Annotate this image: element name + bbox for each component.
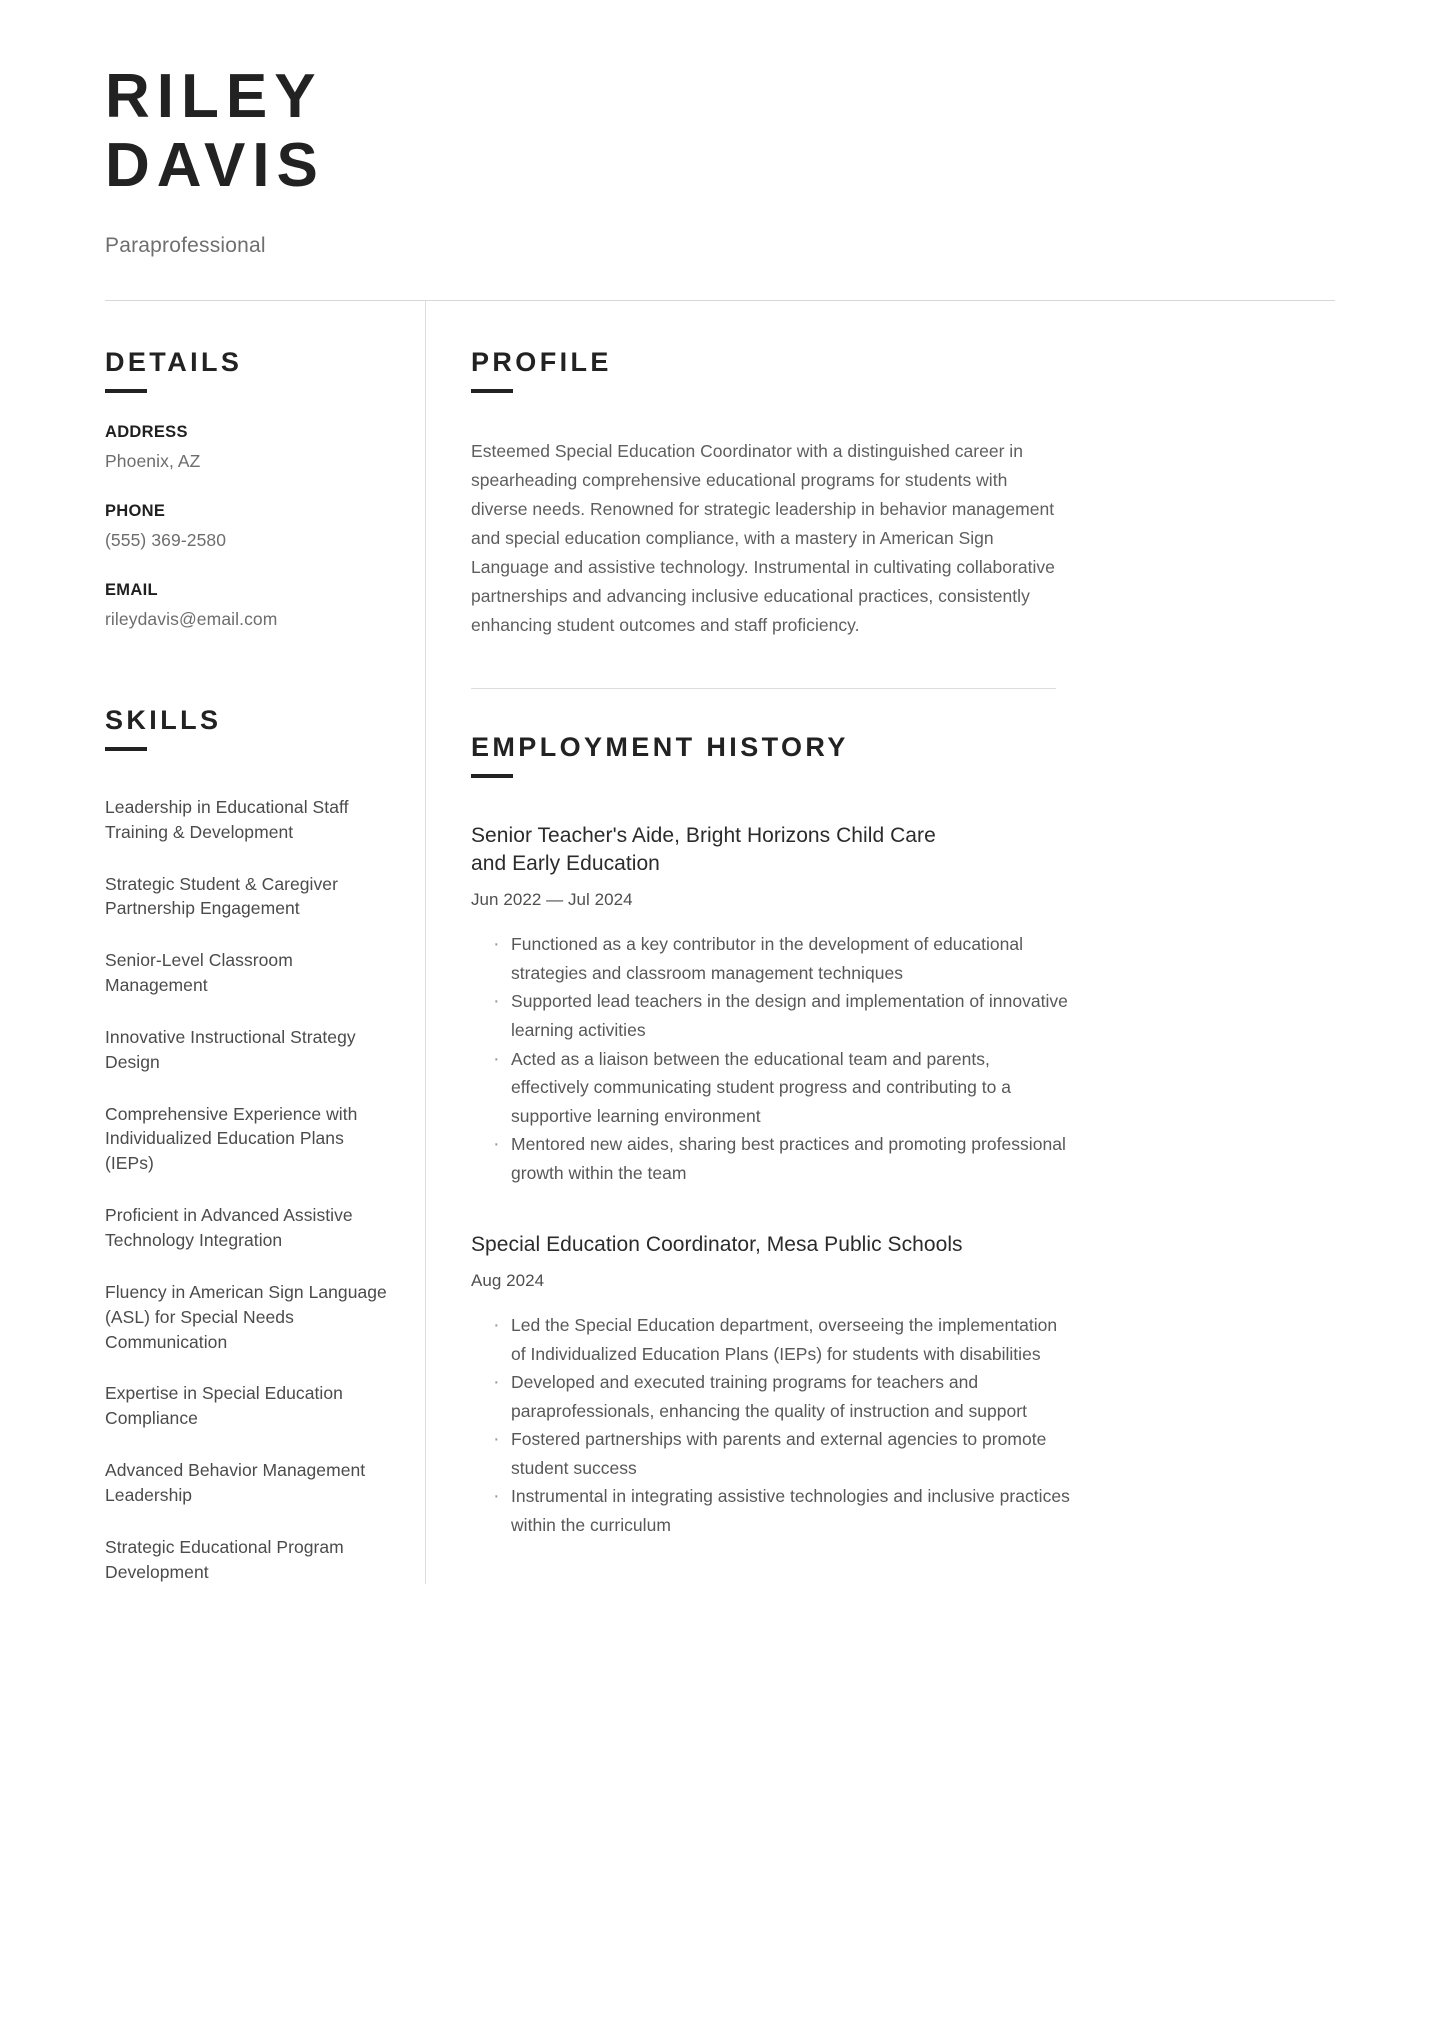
skills-heading-underline: [105, 747, 147, 751]
profile-text: Esteemed Special Education Coordinator with a distinguished career in spearheading comprehensive educational programs for students with diverse needs. Renowned for strategic leadership in behavior management and special education compliance, with a mastery in American Sign Language and assistive technology. Instrumental in cultivating collaborative partnerships and advancing inclusive educational practices, consistently enhancing student outcomes and staff proficiency.: [471, 440, 1055, 636]
detail-value: rileydavis@email.com: [105, 608, 278, 629]
skill-item: Fluency in American Sign Language (ASL) for Special Needs Communication: [105, 1281, 387, 1352]
skill-item: Proficient in Advanced Assistive Technology Integration: [105, 1205, 353, 1250]
profile-heading-underline: [471, 389, 513, 393]
employment-heading-underline: [471, 774, 513, 778]
candidate-last-name: DAVIS: [105, 131, 325, 201]
job-bullet: · Instrumental in integrating assistive technologies and inclusive practices within the curriculum: [471, 1482, 1071, 1539]
detail-label: ADDRESS: [105, 422, 188, 441]
employment-section: [471, 734, 1335, 1539]
profile-heading: PROFILE: [471, 346, 612, 377]
detail-label: PHONE: [105, 501, 166, 520]
detail-value: (555) 369-2580: [105, 529, 227, 550]
resume-columns: [105, 301, 1335, 1585]
job-dates: Aug 2024: [471, 1271, 545, 1291]
job-bullet: · Functioned as a key contributor in the development of educational strategies and classroom management techniques: [471, 930, 1071, 987]
skills-section: [105, 704, 395, 1585]
job-bullet-list: [471, 930, 1071, 1187]
skill-item: Innovative Instructional Strategy Design: [105, 1026, 356, 1072]
profile-section: [471, 346, 1335, 640]
employment-heading: EMPLOYMENT HISTORY: [471, 732, 849, 763]
skill-item: Strategic Student & Caregiver Partnership Engagement: [105, 873, 338, 919]
job-title: Senior Teacher's Aide, Bright Horizons Child Care and Early Education: [471, 824, 936, 876]
job-bullet: · Acted as a liaison between the educational team and parents, effectively communicating student progress and contributing to a supportive learning environment: [471, 1045, 1071, 1131]
skills-heading: SKILLS: [105, 704, 222, 735]
candidate-job-title: Paraprofessional: [105, 233, 266, 257]
skill-item: Senior-Level Classroom Management: [105, 950, 293, 996]
detail-item-address: [105, 423, 395, 472]
job-bullet: · Developed and executed training programs for teachers and paraprofessionals, enhancing the quality of instruction and support: [471, 1368, 1071, 1425]
candidate-first-name: RILEY: [105, 62, 323, 131]
left-column: [105, 301, 425, 1585]
detail-label: EMAIL: [105, 580, 158, 599]
job-dates: Jun 2022 — Jul 2024: [471, 890, 633, 910]
detail-value: Phoenix, AZ: [105, 450, 201, 471]
resume-header: [105, 0, 1335, 258]
skill-item: Strategic Educational Program Development: [105, 1536, 344, 1582]
job-bullet-list: [471, 1311, 1071, 1539]
skill-item: Comprehensive Experience with Individualized Education Plans (IEPs): [105, 1103, 358, 1174]
job-bullet: · Led the Special Education department, overseeing the implementation of Individualized Education Plans (IEPs) for students with disabilities: [471, 1311, 1071, 1368]
detail-item-email: [105, 581, 395, 630]
profile-employment-divider: [471, 688, 1056, 689]
job-entry: [471, 1231, 1335, 1539]
job-bullet: · Supported lead teachers in the design and implementation of innovative learning activities: [471, 987, 1071, 1044]
details-heading-underline: [105, 389, 147, 393]
skill-item: Advanced Behavior Management Leadership: [105, 1460, 366, 1505]
detail-item-phone: [105, 502, 395, 551]
details-heading: DETAILS: [105, 346, 243, 377]
skill-item: Expertise in Special Education Compliance: [105, 1383, 343, 1429]
right-column: [426, 301, 1335, 1585]
job-title: Special Education Coordinator, Mesa Public Schools: [471, 1233, 963, 1257]
details-section: [105, 346, 395, 630]
job-bullet: · Fostered partnerships with parents and external agencies to promote student success: [471, 1425, 1071, 1482]
job-bullet: · Mentored new aides, sharing best practices and promoting professional growth within the team: [471, 1130, 1071, 1187]
job-entry: [471, 822, 1335, 1187]
candidate-name: [105, 62, 525, 201]
skill-item: Leadership in Educational Staff Training & Development: [105, 796, 349, 842]
